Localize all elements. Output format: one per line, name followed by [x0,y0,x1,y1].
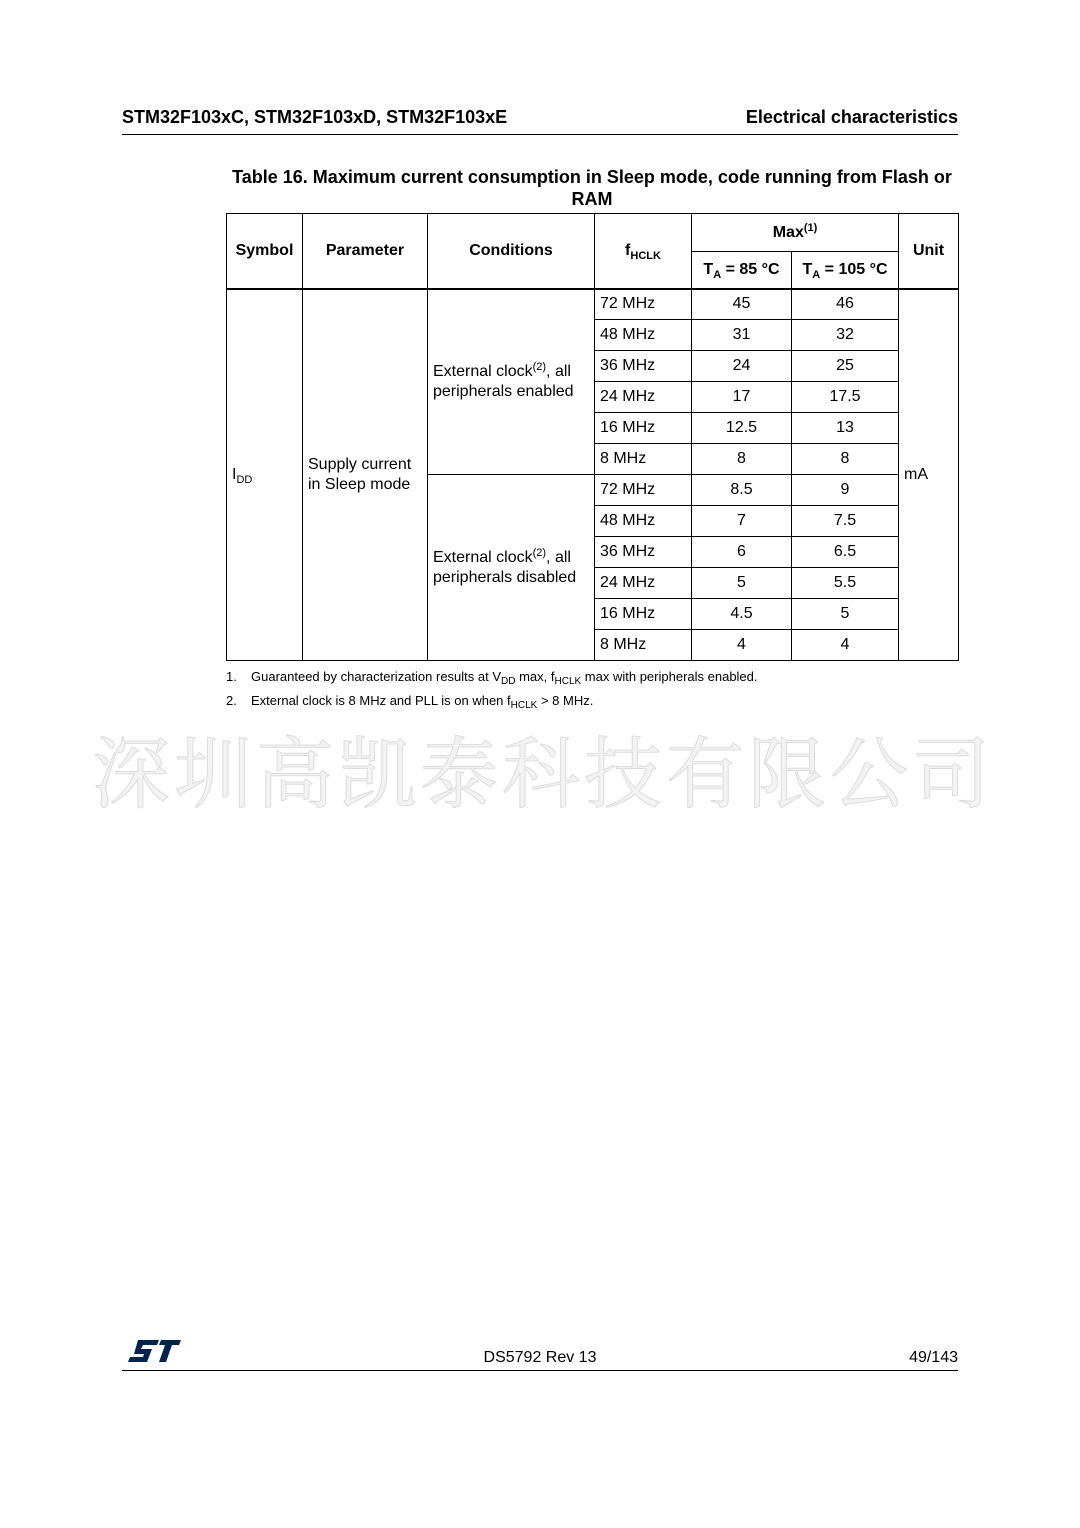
fhclk-cell: 36 MHz [595,351,692,382]
max-105c-cell: 6.5 [792,537,899,568]
page-footer [122,1346,958,1371]
footnote-subscript: DD [501,676,516,687]
col-header-symbol: Symbol [227,214,303,289]
ta-label: T [703,260,714,278]
page-header [122,104,958,135]
col-header-conditions: Conditions [428,214,595,289]
fhclk-cell: 36 MHz [595,537,692,568]
condition-text-rest: , all peripherals enabled [433,362,574,400]
max-105c-cell: 25 [792,351,899,382]
current-consumption-table [226,213,959,661]
footnote-text-part: max with peripherals enabled. [581,669,758,684]
footnote-text-part: > 8 MHz. [537,693,594,708]
max-85c-cell: 7 [692,506,792,537]
max-85c-cell: 8.5 [692,475,792,506]
max-105c-cell: 7.5 [792,506,899,537]
max-105c-cell: 8 [792,444,899,475]
watermark-char: 凯 [337,730,416,820]
fhclk-cell: 16 MHz [595,413,692,444]
fhclk-cell: 24 MHz [595,382,692,413]
condition-text: External clock [433,362,533,380]
max-105c-cell: 5.5 [792,568,899,599]
max-footnote-ref: (1) [803,221,818,234]
symbol-subscript: DD [236,473,253,486]
fhclk-cell: 48 MHz [595,320,692,351]
max-105c-cell: 46 [792,289,899,320]
footnote-text-part: Guaranteed by characterization results at V [251,669,502,684]
max-85c-cell: 5 [692,568,792,599]
fhclk-subscript: HCLK [630,249,661,262]
fhclk-cell: 72 MHz [595,475,692,506]
col-header-max [692,214,899,252]
watermark-char: 深 [91,730,170,820]
ta-value: = 85 °C [721,260,780,278]
watermark-char: 司 [911,730,990,820]
footnote-2 [226,689,958,713]
watermark-char: 圳 [173,730,252,820]
max-105c-cell: 9 [792,475,899,506]
condition-cell-disabled [428,475,595,661]
max-105c-cell: 5 [792,599,899,630]
watermark [90,730,992,820]
fhclk-cell: 48 MHz [595,506,692,537]
parameter-cell: Supply current in Sleep mode [303,289,428,661]
max-85c-cell: 24 [692,351,792,382]
table-header-row [227,214,959,252]
max-85c-cell: 4.5 [692,599,792,630]
condition-text: External clock [433,548,533,566]
condition-cell-enabled [428,289,595,475]
ta-value: = 105 °C [820,260,888,278]
footnote-text [251,689,593,713]
fhclk-cell: 8 MHz [595,630,692,661]
fhclk-cell: 8 MHz [595,444,692,475]
watermark-char: 高 [255,730,334,820]
col-header-parameter: Parameter [303,214,428,289]
watermark-char: 科 [501,730,580,820]
col-header-ta-105 [792,252,899,289]
max-85c-cell: 6 [692,537,792,568]
fhclk-cell: 16 MHz [595,599,692,630]
footnote-text [251,665,758,689]
footnote-subscript: HCLK [554,676,582,687]
col-header-unit: Unit [899,214,959,289]
footnote-1 [226,665,958,689]
col-header-fhclk [595,214,692,289]
symbol-cell [227,289,303,661]
ta-subscript: A [812,268,821,281]
ta-subscript: A [713,268,722,281]
max-105c-cell: 17.5 [792,382,899,413]
footnote-number: 2. [226,693,237,708]
max-85c-cell: 8 [692,444,792,475]
condition-footnote-ref: (2) [532,360,547,373]
footnote-text-part: External clock is 8 MHz and PLL is on when f [251,693,511,708]
max-85c-cell: 12.5 [692,413,792,444]
max-85c-cell: 4 [692,630,792,661]
condition-text-rest: , all peripherals disabled [433,548,577,586]
watermark-char: 有 [665,730,744,820]
footnote-number: 1. [226,669,237,684]
footnote-text-part: max, f [515,669,555,684]
max-105c-cell: 13 [792,413,899,444]
section-title: Electrical characteristics [745,107,958,127]
document-revision: DS5792 Rev 13 [483,1349,597,1366]
symbol-label: I [232,465,237,483]
footnote-subscript: HCLK [510,700,538,711]
ta-label: T [802,260,813,278]
max-85c-cell: 45 [692,289,792,320]
col-header-ta-85 [692,252,792,289]
max-105c-cell: 4 [792,630,899,661]
fhclk-label: f [625,241,631,259]
max-85c-cell: 31 [692,320,792,351]
max-label: Max [772,223,804,241]
fhclk-cell: 72 MHz [595,289,692,320]
table-title: Table 16. Maximum current consumption in Sleep mode, code running from Flash or RAM [232,167,952,209]
unit-cell: mA [899,289,959,661]
fhclk-cell: 24 MHz [595,568,692,599]
document-title: STM32F103xC, STM32F103xD, STM32F103xE [122,107,508,127]
watermark-char: 技 [583,730,662,820]
watermark-char: 公 [829,730,908,820]
condition-footnote-ref: (2) [532,546,547,559]
watermark-char: 泰 [419,730,498,820]
table-footnotes [226,665,958,713]
max-85c-cell: 17 [692,382,792,413]
page-number: 49/143 [909,1349,958,1366]
table-row [227,289,959,320]
watermark-char: 限 [747,730,826,820]
max-105c-cell: 32 [792,320,899,351]
